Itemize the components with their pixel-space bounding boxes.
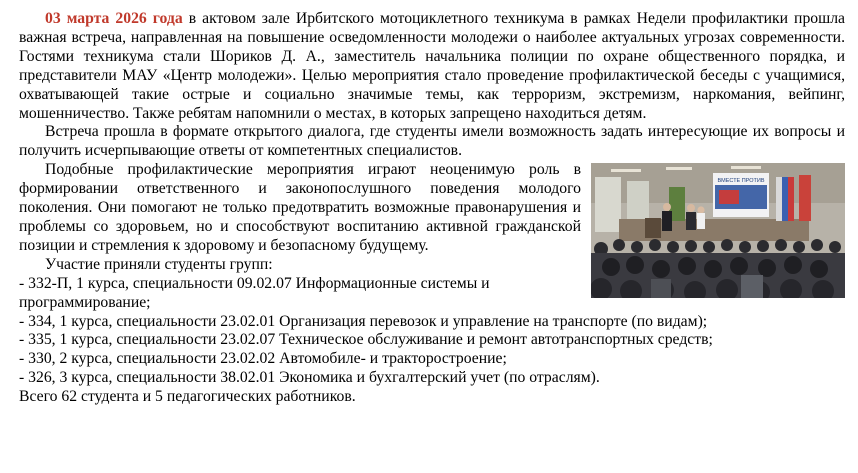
list-item: - 335, 1 курса, специальности 23.02.07 Техническое обслуживание и ремонт автотранспортных средств; (19, 331, 713, 349)
list-item: - 334, 1 курса, специальности 23.02.01 Организация перевозок и управление на транспорте (по видам); (19, 312, 708, 330)
list-item: - 326, 3 курса, специальности 38.02.01 Экономика и бухгалтерский учет (по отраслям). (19, 369, 600, 387)
list-item: - 332-П, 1 курса, специальности 09.02.07 Информационные системы и программирование; (19, 274, 490, 311)
groups-intro: Участие приняли студенты групп: (45, 255, 273, 273)
total-participants: Всего 62 студента и 5 педагогических работников. (19, 388, 356, 406)
paragraph-importance: Подобные профилактические мероприятия играют неоценимую роль в формировании ответственного и законопослушного поведения молодого поколения. Они помогают не только предотвратить возможные правонарушения и проблемы со здоровьем, но и способствуют воспитанию активной гражданской позиции и стремления к здоровому и безопасному будущему. (19, 161, 581, 254)
event-date: 03 марта 2026 года (45, 10, 183, 27)
intro-text: в актовом зале Ирбитского мотоциклетного техникума в рамках Недели профилактики прошла важная встреча, направленная на повышение осведомленности молодежи о наиболее актуальных угрозах современности. Гостями техникума стали Шориков Д. А., заместитель начальника полиции по охране общественного порядка, и представители МАУ «Центр молодежи». Целью мероприятия стало проведение профилактической беседы с учащимися, охватывающей такие острые и социально значимые темы, как терроризм, экстремизм, наркомания, вейпинг, мошенничество. Также ребятам напомнили о местах, в которых запрещено находиться детям. (19, 10, 845, 122)
banner-text: ВМЕСТЕ ПРОТИВ (717, 178, 765, 185)
event-photo (591, 163, 845, 298)
article (19, 10, 845, 407)
list-item: - 330, 2 курса, специальности 23.02.02 Автомобиле- и тракторостроение; (19, 350, 507, 368)
paragraph-intro (19, 10, 845, 123)
paragraph-dialog: Встреча прошла в формате открытого диалога, где студенты имели возможность задать интересующие их вопросы и получить исчерпывающие ответы от компетентных специалистов. (19, 123, 845, 160)
